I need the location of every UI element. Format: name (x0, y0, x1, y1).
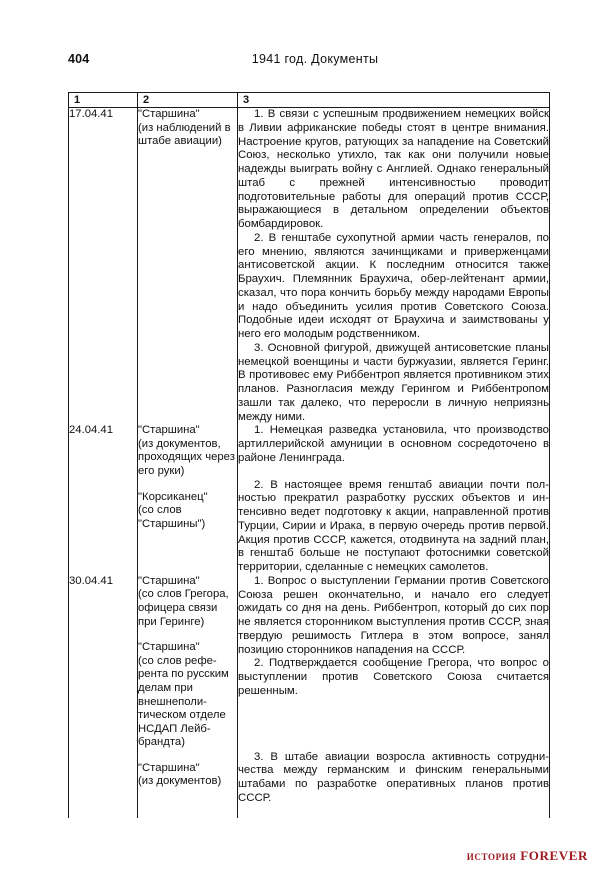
table-row (69, 575, 550, 818)
entry-paragraph: 1. Немецкая разведка установила, что производство артиллерийской амуниции в основном сосредоточено в районе Ленинграда. (238, 424, 549, 464)
source-block: "Старшина" (со слов Грегора, офицера связи при Геринге) (138, 574, 229, 628)
column-header-3 (238, 93, 550, 108)
page-number: 404 (68, 52, 90, 66)
watermark: история FOREVER (466, 848, 588, 863)
table-header-row (69, 93, 550, 108)
entry-source (138, 575, 238, 818)
running-title: 1941 год. Документы (251, 52, 379, 66)
column-header-2 (138, 93, 238, 108)
entry-paragraph: 1. В связи с успешным продвижением немецких войск в Ливии африканские победы стоят в центре внимания. Настроение кругов, ратующих за нападение на Советский Союз, несколько утихло, так как они получили новые надежды выиграть войну с Англией. Однако генеральный штаб с прежней интенсивностью проводит подготовительные работы для операций против СССР, выражающиеся в детальном определении объектов бомбардировок. (238, 108, 549, 230)
entry-body (238, 424, 550, 575)
entry-paragraph: 3. Основной фигурой, движущей антисоветские планы немецкой военщины и части буржуазии, является Геринг. В противовес ему Риббентроп является противником этих планов. Разногласия между Герингом и Риббентропом зашли так далеко, что переросли в личную неприязнь между ними. (238, 341, 549, 423)
entry-date: 24.04.41 (69, 424, 138, 575)
entry-paragraph: 2. Подтверждается сообщение Грегора, что вопрос о выступлении против Советского Союза считается решенным. (238, 657, 549, 697)
source-block: "Старшина" (из документов) (138, 761, 222, 788)
entry-body (238, 108, 550, 425)
table-row (69, 108, 550, 425)
entry-paragraph: 3. В штабе авиации возросла активность сотрудничества между германским и финским генеральными штабами по разработке оперативных планов против СССР. (238, 750, 549, 804)
entry-source (138, 424, 238, 575)
entry-paragraph: 2. В генштабе сухопутной армии часть генералов, по его мнению, являются зачинщиками и приверженцами антисоветской акции. К последним относится также Браухич. Племянник Браухича, обер-лейтенант армии, сказал, что пора кончить борьбу между народами Европы и надо объединить усилия против Советского Союза. Подобные идеи исходят от Браухича и заимствованы у него его молодым родственником. (238, 231, 549, 340)
source-block: "Старшина" (из документов, проходящих через его руки) (138, 424, 235, 478)
source-block: "Старшина" (со слов референта по русским делам при внешнеполитическом отделе НСДАП Лейббрандта) (138, 641, 229, 749)
entry-source (138, 108, 238, 425)
page-header (68, 52, 540, 74)
source-block: "Старшина" (из наблюдений в штабе авиации) (138, 108, 231, 148)
entry-paragraph: 1. Вопрос о выступлении Германии против Советского Союза решен окончательно, и начало его следует ожидать со дня на день. Риббентроп, который до сих пор не является сторонником выступления против СССР, зная твердую решимость Гитлера в этом вопросе, занял позицию сторонников нападения на СССР. (238, 574, 549, 656)
source-block: "Корсиканец" (со слов "Старшины") (138, 490, 208, 530)
entry-paragraph: 2. В настоящее время генштаб авиации почти полностью прекратил разработку русских объектов и интенсивно ведет подготовку к акции, направленной против Турции, Сирии и Ирака, в первую очередь против первой. Акция против СССР, кажется, отодвинута на задний план, в генштаб больше не поступают фотоснимки советской территории, сделанные с немецких самолетов. (238, 478, 549, 573)
entry-date: 30.04.41 (69, 575, 138, 818)
entry-date: 17.04.41 (69, 108, 138, 425)
column-header-1-label: 1 (74, 94, 81, 106)
column-header-3-label: 3 (243, 94, 250, 106)
entry-body (238, 575, 550, 818)
documents-table (68, 92, 550, 818)
table-row (69, 424, 550, 575)
column-header-1 (69, 93, 138, 108)
column-header-2-label: 2 (143, 94, 150, 106)
